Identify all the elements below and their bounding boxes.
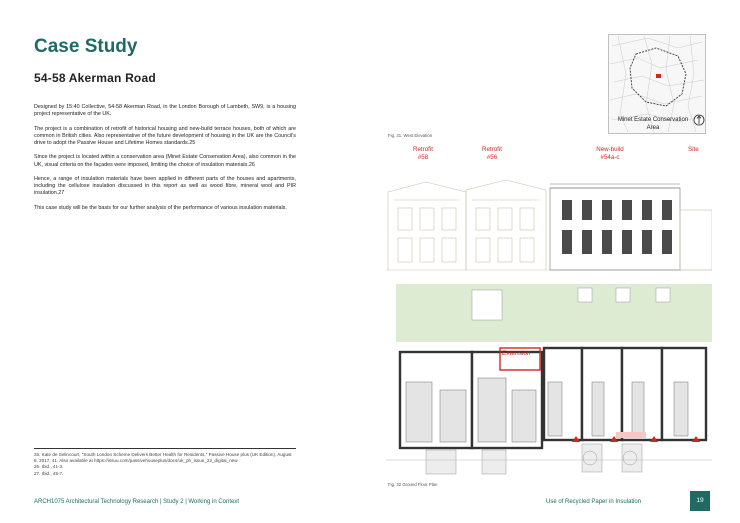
plan-caption: Fig. 32 Ground Floor Plan [388,482,438,487]
page-subtitle: 54-58 Akerman Road [34,71,156,85]
ground-floor-plan [386,282,712,480]
footnotes [34,448,296,477]
paragraph: Designed by 15:40 Collective, 54-58 Akerman Road, in the London Borough of Lambeth, SW9, is a housing project representative of the UK. [34,104,296,118]
footnote: 27. Ibid., 45-7. [34,470,64,476]
elevation-caption: Fig. 31. West Elevation [388,133,433,138]
footer-course: ARCH1075 Architectural Technology Research | Study 2 | Working in Context [34,499,239,505]
north-arrow-icon [693,114,705,126]
paragraph: This case study will be the basis for our further analysis of the performance of various insulation materials. [34,204,287,211]
paragraph: Hence, a range of insulation materials have been applied in different parts of the houses and apartments, including the cellulose insulation discussed in this report as well as wood fibre, mineral wool and PIR insulation.27 [34,175,296,197]
extension-label: Extension [502,350,531,357]
elevation-label-54: New-build #54a-c [596,146,624,161]
footer-report-title: Use of Recycled Paper in Insulation [546,499,642,505]
page-title: Case Study [34,36,138,57]
footnote: 25. Kate de Selincourt, "South London Scheme Delivers Better Health for Residents," Passive House plus (UK Edition), August 8, 2017, 41. Also available at https://issuu.com/passivehouseplus/docs/uk_ph_issue_22_digital_new [34,452,292,464]
paragraph: The project is a combination of retrofit of historical housing and new-build terrace houses, both of which are common in British cities. Also representative of the future development of housing in the UK are the Council's drive to adopt the Passive House and Lifetime Homes standards.25 [34,125,296,146]
elevation-label-56: Retrofit #56 [482,146,502,161]
west-elevation-drawing [386,170,712,278]
map-label: Minet Estate Conservation Area [617,117,689,131]
elevation-label-58: Retrofit #58 [413,146,433,161]
paragraph: Since the project is located within a conservation area (Minet Estate Conservation Area), also common in the UK, visual criteria on the façades were imposed, limiting the choice of insulation materials.26 [34,154,296,168]
footnote: 26. Ibid., 41-3. [34,464,64,470]
elevation-label-site: Site [688,146,699,153]
body-text [34,104,296,219]
page-number: 19 [690,491,710,511]
